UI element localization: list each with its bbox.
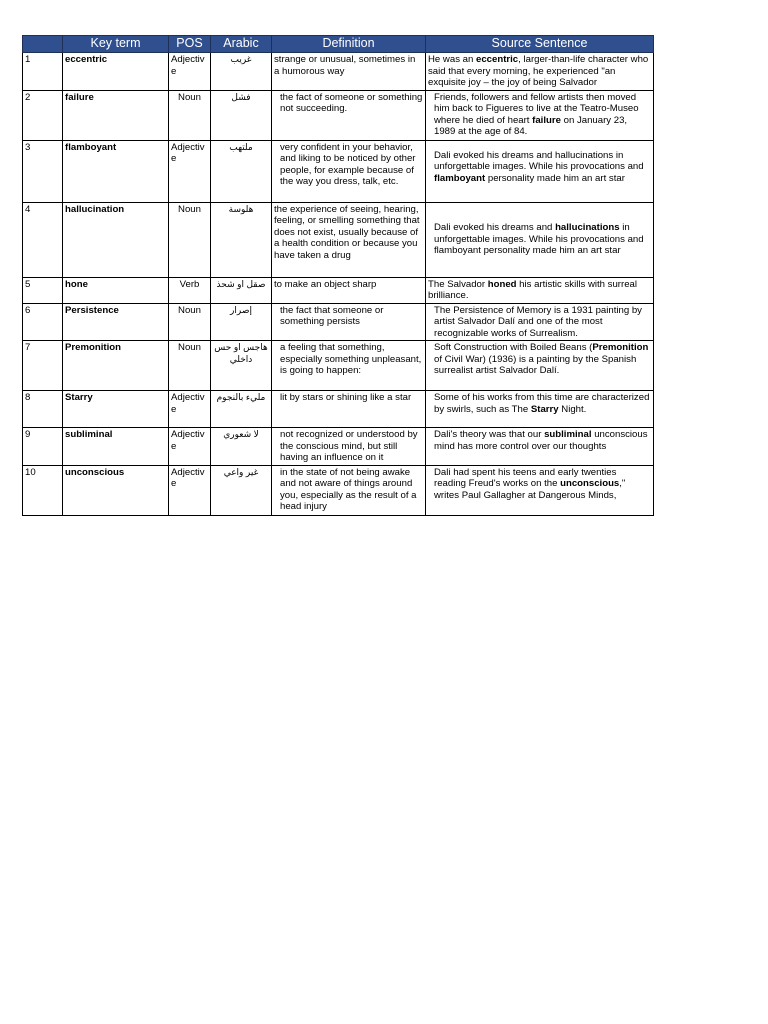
row-number: 8 [23, 391, 63, 428]
source-sentence [426, 140, 654, 202]
source-text: his artistic skills with surreal brilliance. [428, 278, 637, 301]
row-number: 5 [23, 277, 63, 303]
source-sentence [426, 53, 654, 91]
arabic-translation: ملتهب [211, 140, 272, 202]
table-header-row [23, 36, 654, 53]
arabic-translation: فشل [211, 90, 272, 140]
source-sentence [426, 465, 654, 515]
source-highlight: eccentric [476, 54, 519, 65]
definition: the fact of someone or something not succeeding. [272, 90, 426, 140]
definition: the fact that someone or something persists [272, 303, 426, 341]
row-number: 4 [23, 202, 63, 277]
definition: a feeling that something, especially something unpleasant, is going to happen: [272, 341, 426, 391]
arabic-translation: إصرار [211, 303, 272, 341]
arabic-translation: هاجس او حس داخلي [211, 341, 272, 391]
source-text: Dali's theory was that our [434, 429, 545, 440]
part-of-speech: Adjective [169, 391, 211, 428]
source-text: The Persistence of Memory is a 1931 painting by artist Salvador Dalí and one of the most recognizable works of Surrealism. [434, 304, 642, 339]
arabic-translation: غير واعي [211, 465, 272, 515]
source-highlight: flamboyant [434, 172, 486, 184]
source-text: in unforgettable images. While his provocations and flamboyant personality made him an art star [434, 222, 644, 257]
source-sentence [426, 90, 654, 140]
table-row [23, 465, 654, 515]
definition: in the state of not being awake and not aware of things around you, especially as the result of a head injury [272, 465, 426, 515]
row-number: 10 [23, 465, 63, 515]
source-text: Night. [558, 403, 587, 415]
row-number: 3 [23, 140, 63, 202]
part-of-speech: Adjective [169, 53, 211, 91]
arabic-translation: لا شعوري [211, 428, 272, 466]
vocabulary-table [22, 35, 654, 516]
key-term: eccentric [63, 53, 169, 91]
part-of-speech: Adjective [169, 140, 211, 202]
header-definition: Definition [272, 36, 426, 53]
header-arabic: Arabic [211, 36, 272, 53]
source-sentence [426, 428, 654, 466]
source-highlight: Starry [530, 403, 559, 415]
key-term: Premonition [63, 341, 169, 391]
source-text: He was an [428, 54, 476, 65]
table-row [23, 53, 654, 91]
source-text: Dali evoked his dreams and [434, 222, 556, 234]
definition: not recognized or understood by the conscious mind, but still having an influence on it [272, 428, 426, 466]
source-text: ," writes Paul Gallagher at Dangerous Minds, [434, 478, 626, 501]
header-pos: POS [169, 36, 211, 53]
source-text: Soft Construction with Boiled Beans ( [434, 342, 593, 353]
source-sentence [426, 391, 654, 428]
table-row [23, 341, 654, 391]
source-sentence [426, 341, 654, 391]
source-highlight: failure [532, 114, 561, 126]
definition: to make an object sharp [272, 277, 426, 303]
source-highlight: subliminal [544, 429, 592, 440]
row-number: 1 [23, 53, 63, 91]
header-key-term: Key term [63, 36, 169, 53]
part-of-speech: Noun [169, 90, 211, 140]
table-row [23, 391, 654, 428]
row-number: 2 [23, 90, 63, 140]
source-text: Friends, followers and fellow artists then moved him back to Figueres to live at the Teatro-Museo where he died of heart [434, 91, 639, 126]
source-text: personality made him an art star [485, 172, 625, 184]
header-number [23, 36, 63, 53]
key-term: hallucination [63, 202, 169, 277]
table-row [23, 90, 654, 140]
source-highlight: Premonition [592, 342, 649, 353]
source-highlight: hallucinations [555, 222, 620, 234]
source-text: Some of his works from this time are characterized by swirls, such as The [434, 392, 650, 415]
part-of-speech: Noun [169, 303, 211, 341]
source-text: The Salvador [428, 278, 488, 290]
table-row [23, 202, 654, 277]
source-sentence [426, 277, 654, 303]
row-number: 7 [23, 341, 63, 391]
arabic-translation: صقل او شحذ [211, 277, 272, 303]
definition: the experience of seeing, hearing, feeling, or smelling something that does not exist, usually because of a health condition or because you have taken a drug [272, 202, 426, 277]
source-highlight: honed [487, 278, 517, 290]
table-row [23, 140, 654, 202]
source-highlight: unconscious [560, 478, 620, 489]
arabic-translation: هلوسة [211, 202, 272, 277]
source-text: Dali had spent his teens and early twenties reading Freud's works on the [434, 466, 617, 489]
part-of-speech: Adjective [169, 465, 211, 515]
part-of-speech: Noun [169, 341, 211, 391]
source-text: , larger-than-life character who said that every morning, he experienced "an exquisite joy – the joy of being Salvador [428, 54, 649, 88]
table-row [23, 277, 654, 303]
definition: lit by stars or shining like a star [272, 391, 426, 428]
header-source-sentence: Source Sentence [426, 36, 654, 53]
key-term: Persistence [63, 303, 169, 341]
table-row [23, 303, 654, 341]
source-sentence [426, 303, 654, 341]
source-text: Dali evoked his dreams and hallucinations in unforgettable images. While his provocations and [434, 149, 644, 172]
part-of-speech: Noun [169, 202, 211, 277]
definition: very confident in your behavior, and liking to be noticed by other people, for example because of the way you dress, talk, etc. [272, 140, 426, 202]
definition: strange or unusual, sometimes in a humorous way [272, 53, 426, 91]
part-of-speech: Adjective [169, 428, 211, 466]
source-text: unconscious mind has more control over our thoughts [434, 429, 648, 452]
arabic-translation: غريب [211, 53, 272, 91]
source-text: on January 23, 1989 at the age of 84. [434, 114, 628, 137]
vocabulary-document [22, 35, 653, 516]
key-term: flamboyant [63, 140, 169, 202]
arabic-translation: مليء بالنجوم [211, 391, 272, 428]
key-term: subliminal [63, 428, 169, 466]
key-term: hone [63, 277, 169, 303]
key-term: unconscious [63, 465, 169, 515]
key-term: failure [63, 90, 169, 140]
table-row [23, 428, 654, 466]
row-number: 6 [23, 303, 63, 341]
key-term: Starry [63, 391, 169, 428]
row-number: 9 [23, 428, 63, 466]
source-sentence [426, 202, 654, 277]
source-text: of Civil War) (1936) is a painting by the Spanish surrealist artist Salvador Dalí. [434, 353, 637, 376]
part-of-speech: Verb [169, 277, 211, 303]
